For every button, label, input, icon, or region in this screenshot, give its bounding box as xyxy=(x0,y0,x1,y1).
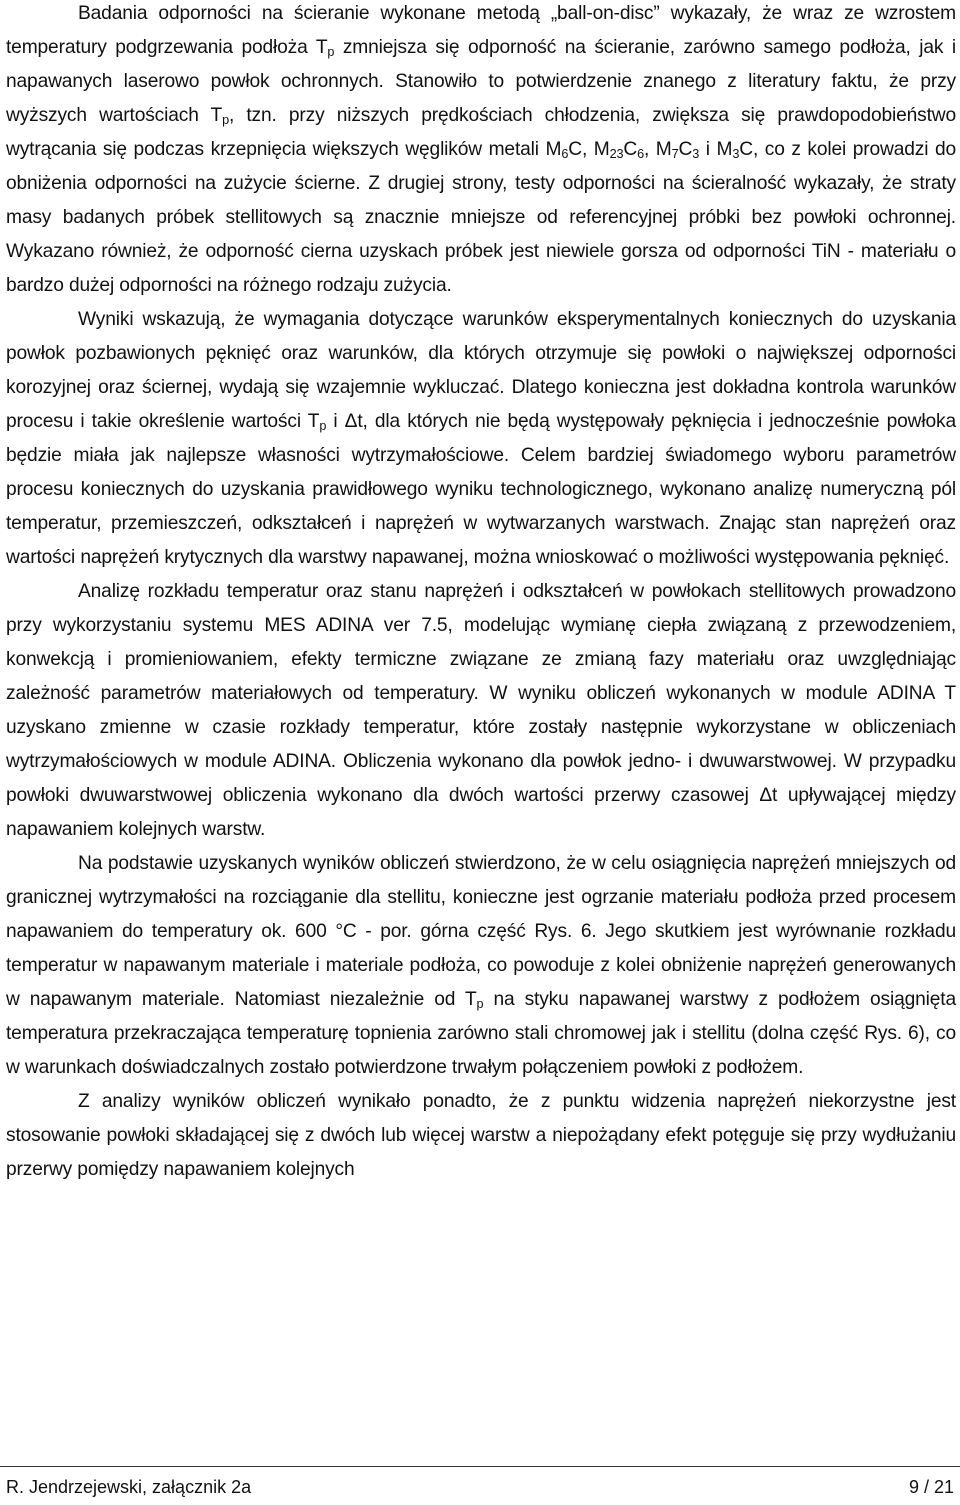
subscript-text: p xyxy=(476,997,484,1012)
paragraph-text: C xyxy=(678,139,693,160)
footer-author: R. Jendrzejewski, załącznik 2a xyxy=(6,1477,252,1497)
paragraph-text: Na podstawie uzyskanych wyników obliczeń stwierdzono, że w celu osiągnięcia naprężeń mniejszych od granicznej wytrzymałości na rozciąganie dla stellitu, konieczne jest ogrzanie materiału podłoża przed procesem napawaniem do temperatury ok. 600 °C - por. górna część Rys. 6. Jego skutkiem jest wyrównanie rozkładu temperatur w napawanym materiale i materiale podłoża, co powoduje z kolei obniżenie naprężeń generowanych w napawanym materiale. Natomiast niezależnie od T xyxy=(6,853,956,1010)
paragraph-text: C, M xyxy=(568,139,610,160)
subscript-text: 3 xyxy=(692,147,700,162)
body-text xyxy=(6,0,956,1187)
paragraph-text: , tzn. przy niższych prędkościach chłodzenia, zwiększa się prawdopodobieństwo wytrącania się podczas krzepnięcia większych węglików metali M xyxy=(6,105,956,160)
subscript-text: 6 xyxy=(637,147,644,162)
subscript-text: p xyxy=(319,419,327,434)
paragraph-text: i Δt, dla których nie będą występowały pęknięcia i jednocześnie powłoka będzie miała jak najlepsze własności wytrzymałościowe. Celem bardziej świadomego wyboru parametrów procesu koniecznych do uzyskania prawidłowego wyniku technologicznego, wykonano analizę numeryczną pól temperatur, przemieszczeń, odkształceń i naprężeń w wytwarzanych warstwach. Znając stan naprężeń oraz wartości naprężeń krytycznych dla warstwy napawanej, można wnioskować o możliwości występowania pęknięć. xyxy=(6,411,956,568)
page-footer xyxy=(6,1474,954,1500)
paragraph-text: Badania odporności na ścieranie wykonane metodą „ball-on-disc” wykazały, że wraz ze wzrostem temperatury podgrzewania podłoża T xyxy=(6,3,956,58)
paragraph-text: Z analizy wyników obliczeń wynikało ponadto, że z punktu widzenia naprężeń niekorzystne jest stosowanie powłoki składającej się z dwóch lub więcej warstw a niepożądany efekt potęguje się przy wydłużaniu przerwy pomiędzy napawaniem kolejnych xyxy=(6,1091,956,1180)
paragraph-4 xyxy=(6,847,956,1085)
subscript-text: p xyxy=(327,45,335,60)
footer-divider xyxy=(0,1466,960,1467)
page-number: 9 / 21 xyxy=(908,1477,954,1497)
paragraph-text: C, co z kolei prowadzi do obniżenia odporności na zużycie ścierne. Z drugiej strony, testy odporności na ścieralność wykazały, że straty masy badanych próbek stellitowych są znacznie mniejsze od referencyjnej próbki bez powłoki ochronnej. Wykazano również, że odporność cierna uzyskach próbek jest niewiele gorsza od odporności TiN - materiału o bardzo dużej odporności na różnego rodzaju zużycia. xyxy=(6,139,957,296)
paragraph-3 xyxy=(6,575,956,847)
paragraph-text: C xyxy=(623,139,638,160)
subscript-text: 23 xyxy=(609,147,624,162)
paragraph-text: na styku napawanej warstwy z podłożem osiągnięta temperatura przekraczająca temperaturę topnienia zarówno stali chromowej jak i stellitu (dolna część Rys. 6), co w warunkach doświadczalnych zostało potwierdzone trwałym połączeniem powłoki z podłożem. xyxy=(6,989,956,1078)
paragraph-text: Wyniki wskazują, że wymagania dotyczące warunków eksperymentalnych koniecznych do uzyskania powłok pozbawionych pęknięć oraz warunków, dla których otrzymuje się powłoki o największej odporności korozyjnej oraz ściernej, wydają się wzajemnie wykluczać. Dlatego konieczna jest dokładna kontrola warunków procesu i takie określenie wartości T xyxy=(6,309,956,432)
paragraph-5 xyxy=(6,1085,956,1187)
paragraph-text: , M xyxy=(643,139,672,160)
paragraph-text: zmniejsza się odporność na ścieranie, zarówno samego podłoża, jak i napawanych laserowo powłok ochronnych. Stanowiło to potwierdzenie znanego z literatury faktu, że przy wyższych wartościach T xyxy=(6,37,956,126)
paragraph-text: i M xyxy=(699,139,733,160)
subscript-text: 6 xyxy=(561,147,569,162)
paragraph-text: Analizę rozkładu temperatur oraz stanu naprężeń i odkształceń w powłokach stellitowych prowadzono przy wykorzystaniu systemu MES ADINA ver 7.5, modelując wymianę ciepła związaną z przewodzeniem, konwekcją i promieniowaniem, efekty termiczne związane ze zmianą fazy materiału oraz uwzględniając zależność parametrów materiałowych od temperatury. W wyniku obliczeń wykonanych w module ADINA T uzyskano zmienne w czasie rozkłady temperatur, które zostały następnie wykorzystane w obliczeniach wytrzymałościowych w module ADINA. Obliczenia wykonano dla powłok jedno- i dwuwarstwowej. W przypadku powłoki dwuwarstwowej obliczenia wykonano dla dwóch wartości przerwy czasowej Δt upływającej między napawaniem kolejnych warstw. xyxy=(6,581,956,840)
paragraph-2 xyxy=(6,303,956,575)
paragraph-1 xyxy=(6,0,956,303)
subscript-text: 3 xyxy=(732,147,740,162)
subscript-text: p xyxy=(222,113,230,128)
subscript-text: 7 xyxy=(671,147,679,162)
